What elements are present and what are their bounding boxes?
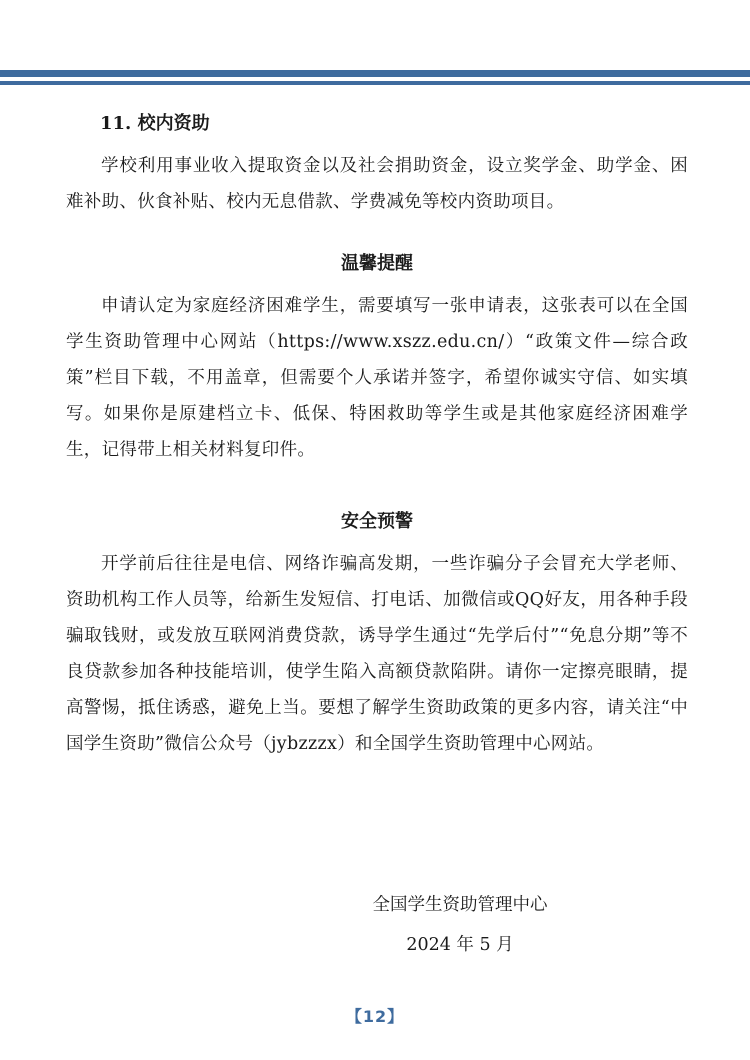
header-stripes <box>0 70 750 88</box>
section-11-paragraph: 学校利用事业收入提取资金以及社会捐助资金，设立奖学金、助学金、困难补助、伙食补贴、校内无息借款、学费减免等校内资助项目。 <box>66 156 688 212</box>
section-11-title: 11. 校内资助 <box>100 113 210 134</box>
page-content <box>66 110 688 762</box>
warning-title: 安全预警 <box>341 511 413 532</box>
page-number: 【12】 <box>345 1007 405 1026</box>
header-stripe-thin <box>0 81 750 85</box>
reminder-title: 温馨提醒 <box>341 253 413 274</box>
warning-paragraph: 开学前后往往是电信、网络诈骗高发期，一些诈骗分子会冒充大学老师、资助机构工作人员等，给新生发短信、打电话、加微信或QQ好友，用各种手段骗取钱财，或发放互联网消费贷款，诱导学生通过“先学后付”“免息分期”等不良贷款参加各种技能培训，使学生陷入高额贷款陷阱。请你一定擦亮眼睛，提高警惕，抵住诱惑，避免上当。要想了解学生资助政策的更多内容，请关注“中国学生资助”微信公众号（jybzzzx）和全国学生资助管理中心网站。 <box>66 554 688 754</box>
signature-date: 2024 年 5 月 <box>406 935 514 955</box>
spacer <box>66 220 688 250</box>
reminder-paragraph: 申请认定为家庭经济困难学生，需要填写一张申请表，这张表可以在全国学生资助管理中心网站（https://www.xszz.edu.cn/）“政策文件—综合政策”栏目下载，不用盖章，但需要个人承诺并签字，希望你诚实守信、如实填写。如果你是原建档立卡、低保、特困救助等学生或是其他家庭经济困难学生，记得带上相关材料复印件。 <box>66 296 688 460</box>
header-stripe-thick <box>0 70 750 77</box>
spacer <box>66 468 688 508</box>
signature-block <box>300 885 620 965</box>
signature-org: 全国学生资助管理中心 <box>372 895 548 915</box>
